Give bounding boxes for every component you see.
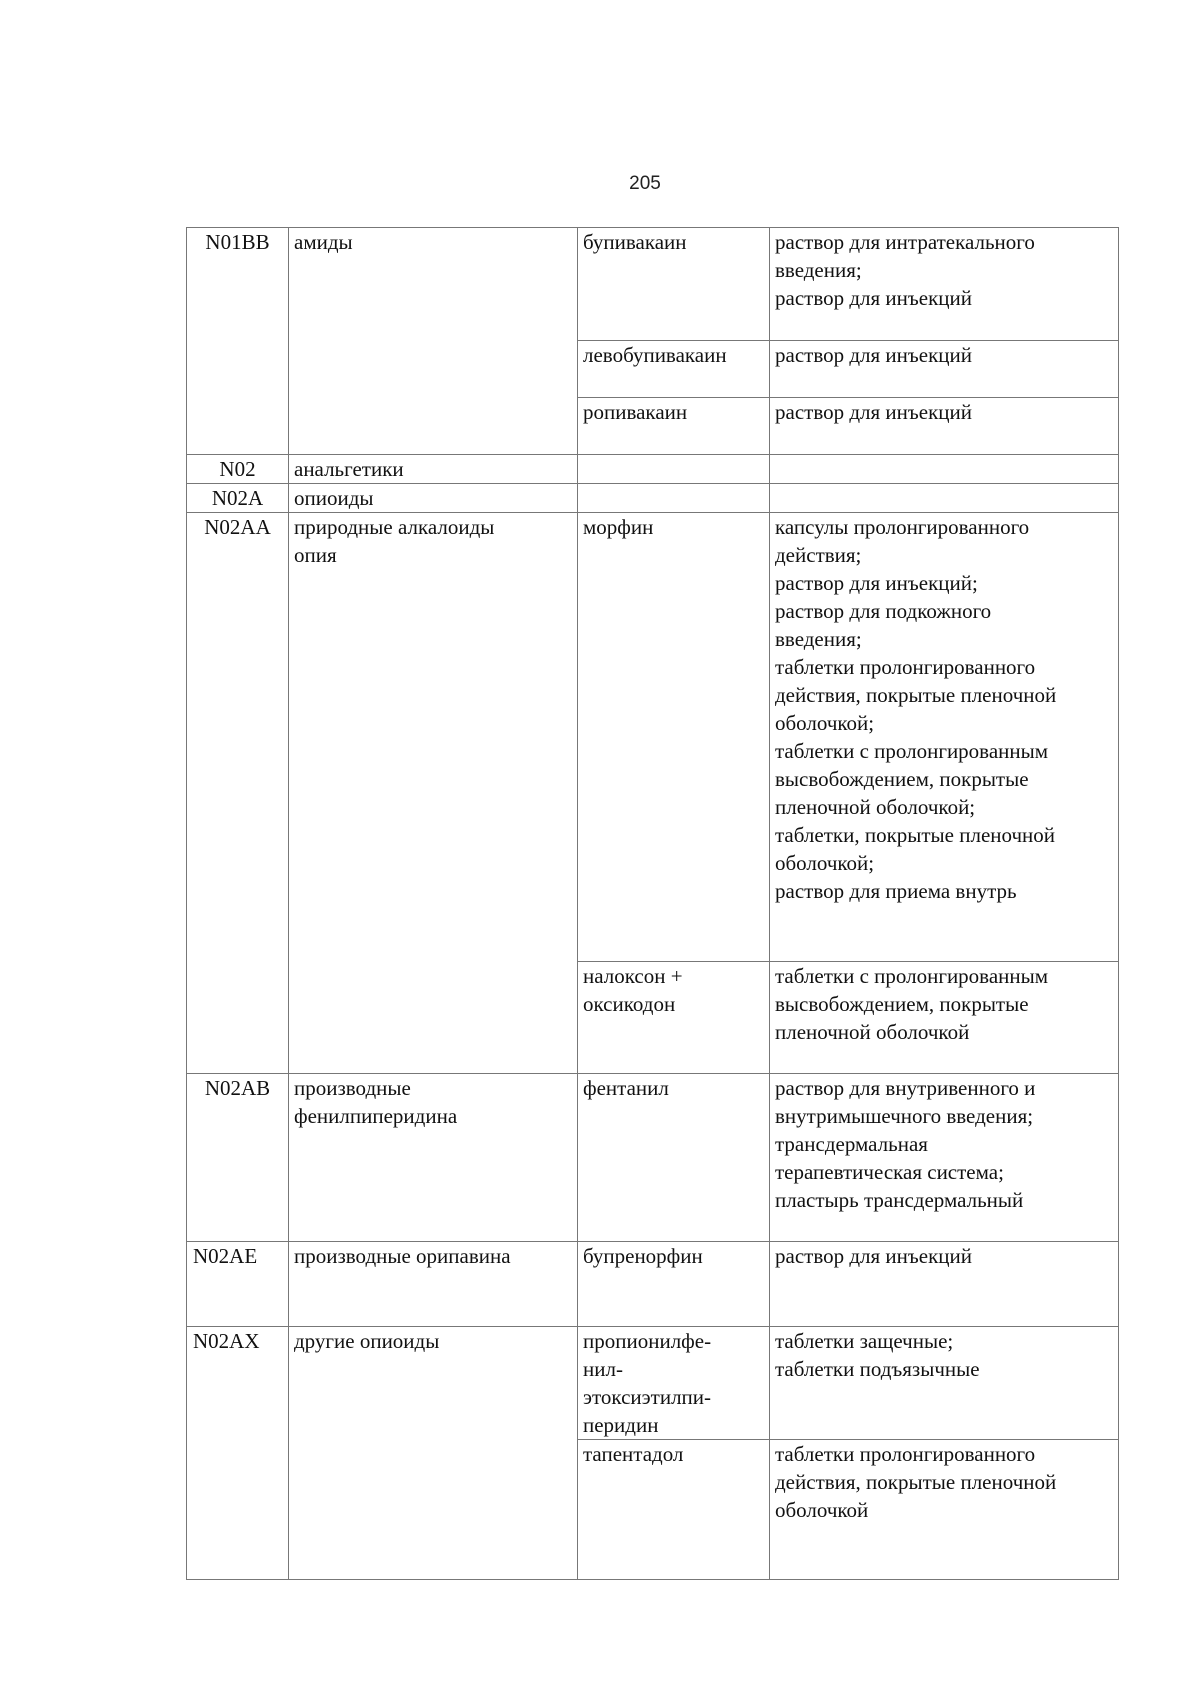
drug-name: пропионилфе- нил- этоксиэтилпи- перидин xyxy=(578,1327,770,1440)
drug-group: опиоиды xyxy=(289,484,578,513)
drug-name: бупивакаин xyxy=(578,228,770,341)
drug-group: анальгетики xyxy=(289,455,578,484)
page-number: 205 xyxy=(629,173,661,194)
dosage-forms: таблетки пролонгированного действия, покрытые пленочной оболочкой xyxy=(770,1440,1119,1580)
drug-name: фентанил xyxy=(578,1074,770,1242)
atc-code: N02AA xyxy=(187,513,289,1074)
drug-name: тапентадол xyxy=(578,1440,770,1580)
dosage-forms: капсулы пролонгированного действия; раствор для инъекций; раствор для подкожного введения; таблетки пролонгированного действия, покрытые пленочной оболочкой; таблетки с пролонгированным высвобождением, покрытые пленочной оболочкой; таблетки, покрытые пленочной оболочкой; раствор для приема внутрь xyxy=(770,513,1119,962)
table-row xyxy=(187,513,1119,962)
dosage-forms: раствор для внутривенного и внутримышечного введения; трансдермальная терапевтическая система; пластырь трансдермальный xyxy=(770,1074,1119,1242)
drug-name: бупренорфин xyxy=(578,1242,770,1327)
dosage-forms xyxy=(770,484,1119,513)
dosage-forms xyxy=(770,455,1119,484)
drug-group: природные алкалоиды опия xyxy=(289,513,578,1074)
atc-code: N02 xyxy=(187,455,289,484)
drug-name xyxy=(578,455,770,484)
dosage-forms: раствор для инъекций xyxy=(770,341,1119,398)
dosage-forms: раствор для инъекций xyxy=(770,398,1119,455)
drug-group: производные фенилпиперидина xyxy=(289,1074,578,1242)
table-row xyxy=(187,1074,1119,1242)
dosage-forms: раствор для интратекального введения; раствор для инъекций xyxy=(770,228,1119,341)
atc-code: N01BB xyxy=(187,228,289,455)
dosage-forms: таблетки защечные; таблетки подъязычные xyxy=(770,1327,1119,1440)
atc-code: N02A xyxy=(187,484,289,513)
drug-group: другие опиоиды xyxy=(289,1327,578,1580)
drug-name: левобупивакаин xyxy=(578,341,770,398)
table-row xyxy=(187,228,1119,341)
drug-name xyxy=(578,484,770,513)
atc-code: N02AE xyxy=(187,1242,289,1327)
atc-code: N02AX xyxy=(187,1327,289,1580)
table-row xyxy=(187,455,1119,484)
table-row xyxy=(187,484,1119,513)
drug-name: морфин xyxy=(578,513,770,962)
table-row xyxy=(187,1327,1119,1440)
table-row xyxy=(187,1242,1119,1327)
drug-name: налоксон + оксикодон xyxy=(578,962,770,1074)
drug-group: производные орипавина xyxy=(289,1242,578,1327)
dosage-forms: раствор для инъекций xyxy=(770,1242,1119,1327)
atc-code: N02AB xyxy=(187,1074,289,1242)
drug-name: ропивакаин xyxy=(578,398,770,455)
drug-group: амиды xyxy=(289,228,578,455)
drug-classification-table xyxy=(186,227,1119,1580)
dosage-forms: таблетки с пролонгированным высвобождением, покрытые пленочной оболочкой xyxy=(770,962,1119,1074)
